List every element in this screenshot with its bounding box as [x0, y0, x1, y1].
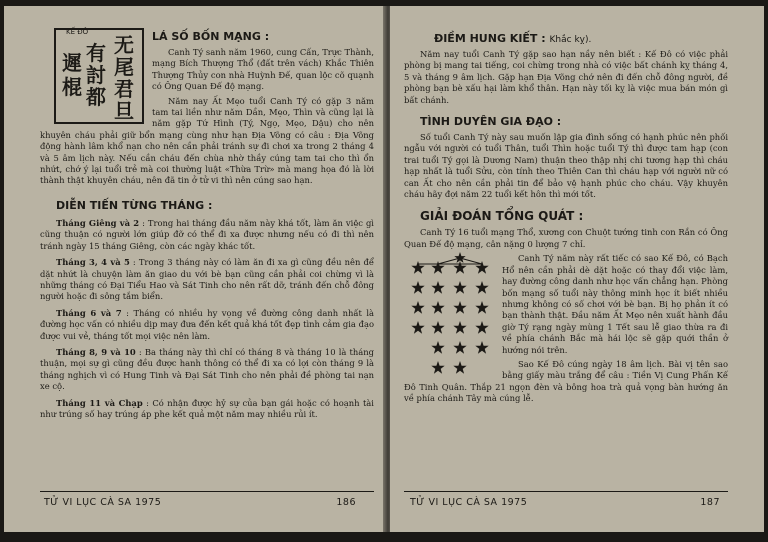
page-number: 187 — [700, 497, 720, 508]
star-mark — [453, 261, 466, 274]
star-link-line — [460, 258, 482, 264]
giai-paragraph-1: Canh Tý 16 tuổi mạng Thổ, xương con Chuột tướng tinh con Rắn có Ông Quan Đế độ mạng, cân nặng 0 lượng 7 chỉ. — [404, 227, 728, 249]
star-mark — [475, 321, 488, 334]
month-text: : Ba tháng này thì chỉ có tháng 8 và tháng 10 là tháng thuận, mọi sự gì cũng đều được hanh thông có thể đi xa có lợi còn tháng 9 là tháng nghịch vì có Hung Tinh và Đại Sát Tinh cho nên phải đề phòng tai nạn xe cộ. — [40, 346, 375, 392]
month-entry — [40, 308, 374, 342]
star-mark — [431, 281, 444, 294]
calligraphy-glyph: 无 — [114, 33, 134, 57]
star-mark — [475, 281, 488, 294]
month-text: : Trong 3 tháng này có làm ăn đi xa gì cũng đều nên để dặt nhứt là chuyện làm ăn giao du với bè bạn cũng cần phải coi chừng vì là những tháng có Đại Tiểu Hao và Sát Tinh cho nên rất dỡ, tránh đến chỗ đông người hoặc đi sông tắm biển. — [40, 257, 374, 302]
star-mark — [453, 361, 466, 374]
month-entry — [40, 347, 374, 393]
heading-tinh: TÌNH DUYÊN GIA ĐẠO : — [420, 115, 562, 129]
star-mark — [453, 301, 466, 314]
month-text: : Có nhận được hỷ sự của bạn gái hoặc có hoạnh tài như trúng số hay trúng áp phe kết quả một năm may nhiều rủi ít. — [40, 397, 374, 419]
calligraphy-box — [54, 28, 144, 124]
month-entry — [40, 257, 374, 303]
calligraphy-glyph: 遲 — [62, 51, 82, 75]
month-list — [40, 218, 374, 421]
footer-rule — [404, 491, 728, 492]
star-mark — [431, 301, 444, 314]
calligraphy-glyph: 君 — [114, 77, 134, 101]
left-page — [4, 6, 388, 532]
star-mark — [431, 341, 444, 354]
month-text: : Trong hai tháng đầu năm này khá tốt, làm ăn việc gì cũng thuận có người lớn giúp đỡ có thể đi xa được nhưng nếu có đi thì nên tránh ngày 15 tháng Giêng, còn các ngày khác tốt. — [40, 217, 374, 251]
star-diagram — [408, 252, 494, 376]
footer-title: TỬ VI LỤC CÀ SA 1975 — [44, 497, 162, 508]
star-mark — [411, 281, 424, 294]
star-mark — [475, 301, 488, 314]
month-label: Tháng 3, 4 và 5 — [56, 257, 130, 268]
calligraphy-glyph: 棍 — [62, 75, 82, 99]
giai-paragraph-2: Canh Tý năm này rất tiếc có sao Kế Đô, có Bạch Hổ nên cần phải dè dặt hoặc có thay đổi việc làm, hay đường công danh như học vấn chẳng hạn. Phòng bốn mạng số tuổi này thông minh học ít biết nhiều nhưng không có số chơi với bè bạn. Bị họ phản ít có bạn thành thật. Đầu năm Ất Mẹo nên xuất hành đầu giờ Tý rạng ngày mùng 1 Tết sau lễ giao thừa ra đi về phía chánh Bắc mà hái lộc sẽ gặp quới thần ở hướng nói trên. — [502, 253, 728, 355]
month-label: Tháng Giêng và 2 — [56, 217, 140, 228]
page-number: 186 — [336, 497, 356, 508]
star-mark — [431, 321, 444, 334]
calligraphy-glyph: 都 — [86, 85, 106, 109]
month-label: Tháng 6 và 7 — [56, 307, 122, 318]
heading-diem-main: ĐIỀM HUNG KIẾT : — [434, 32, 546, 45]
calligraphy-glyph: 有 — [86, 41, 106, 65]
star-diagram-svg — [408, 252, 494, 376]
footer-title: TỬ VI LỤC CÀ SA 1975 — [410, 497, 528, 508]
tinh-paragraph: Số tuổi Canh Tý này sau muốn lập gia đình sống có hạnh phúc nên phối ngẫu với người có tuổi Thân, tuổi Thìn hoặc tuổi Tý thì được tam hạp (con trai tuổi Tý gọi là Dương Nam) thuận theo thập nhị chi tương hạp thì cháu hạp nhất là tuổi Sửu, còn tính theo Thiên Can thì cháu hạp với người nữ có can Ất cho nên cần phải tin để bảo vệ hạnh phúc cho cháu. Vậy khuyên cháu hãy đợi năm 22 tuổi kết hôn thì mới tốt. — [404, 132, 728, 200]
heading-diem — [434, 32, 728, 45]
calligraphy-glyphs — [56, 30, 142, 122]
right-page — [390, 6, 764, 532]
calligraphy-glyph: 尾 — [114, 55, 134, 79]
la-so-paragraph-2: Năm nay Ất Mẹo tuổi Canh Tý có gặp 3 năm tam tai liền như năm Dần, Mẹo, Thìn và cũng lại là năm gặp Tứ Hình (Tý, Ngọ, Mẹo, Dậu) cho nên khuyên cháu phải giữ bổn mạng cùng như hạn Địa Võng có câu : Địa Võng động hành lâm khổ nạn cho nên cần phải tránh sự đi chơi xa trong 2 tháng 4 và 5 âm lịch này. Nếu cần cháu đến chùa nhờ thầy cúng tam tai cho thì ổn nhứt, chớ ý lại tuổi trẻ mà coi thường luật «Thừa Trừ» mà mang họa đó là lời thành thật khuyên cháu, nên đã tin ở tử vi thì nên cúng sao hạn. — [40, 95, 374, 186]
star-mark — [411, 321, 424, 334]
star-mark — [475, 341, 488, 354]
month-entry — [40, 398, 374, 421]
calligraphy-glyph: 旦 — [114, 99, 134, 122]
month-label: Tháng 8, 9 và 10 — [56, 346, 136, 357]
la-so-paragraph-1: Canh Tý sanh năm 1960, cung Cấn, Trực Thành, mạng Bích Thượng Thổ (đất trên vách) Khắc Thiên Thượng Thủy con nhà Huỳnh Đế, quan lộc cõ quạnh có Ông Quan Đế độ mạng. — [152, 47, 374, 92]
heading-diem-sub: Khắc kỵ). — [549, 35, 592, 45]
calligraphy-glyph: 討 — [86, 63, 106, 87]
month-entry — [40, 218, 374, 252]
heading-giai: GIẢI ĐOÁN TỔNG QUÁT : — [420, 209, 584, 224]
heading-la-so: LÁ SỐ BỐN MẠNG : — [152, 30, 270, 43]
star-link-line — [438, 258, 460, 264]
calligraphy-tag: KẾ ĐÔ — [66, 28, 89, 36]
star-mark — [453, 341, 466, 354]
month-text: : Tháng có nhiều hy vọng về đường công danh nhất là đường học vấn có nhiều dịp may đưa đến kết quả khá tốt đẹp tình cảm gia đạo được vui vẻ, tháng tốt mọi việc nên làm. — [40, 307, 375, 341]
footer-rule — [40, 491, 374, 492]
star-mark — [453, 281, 466, 294]
star-mark — [431, 361, 444, 374]
giai-paragraph-3: Sao Kế Đô cúng ngày 18 âm lịch. Bài vị tên sao bằng giấy màu trắng để câu : Tiền Vị Cung Phấn Kế Đô Tinh Quân. Thắp 21 ngọn đèn và bông hoa trà quả vọng bàn hướng ăn về phía chánh Tây mà cúng lễ. — [404, 358, 728, 404]
month-label: Tháng 11 và Chạp — [56, 397, 143, 408]
diem-paragraph: Năm nay tuổi Canh Tý gặp sao hạn nầy nên biết : Kế Đô có việc phải phòng bị mang tai tiếng, coi chừng trong nhà có việc bất chánh kỵ tháng 4, 5 và tháng 9 âm lịch. Gặp hạn Địa Võng chớ nên đi đến chỗ đông người, đề phòng bạn bè xấu hại làm khổ thân. Hạn này tối kỵ là việc mua bán món gì bất chánh. — [404, 49, 728, 105]
star-mark — [411, 301, 424, 314]
star-mark — [453, 321, 466, 334]
heading-dien-tien: DIỄN TIẾN TỪNG THÁNG : — [56, 198, 213, 212]
star-mark — [411, 261, 424, 274]
